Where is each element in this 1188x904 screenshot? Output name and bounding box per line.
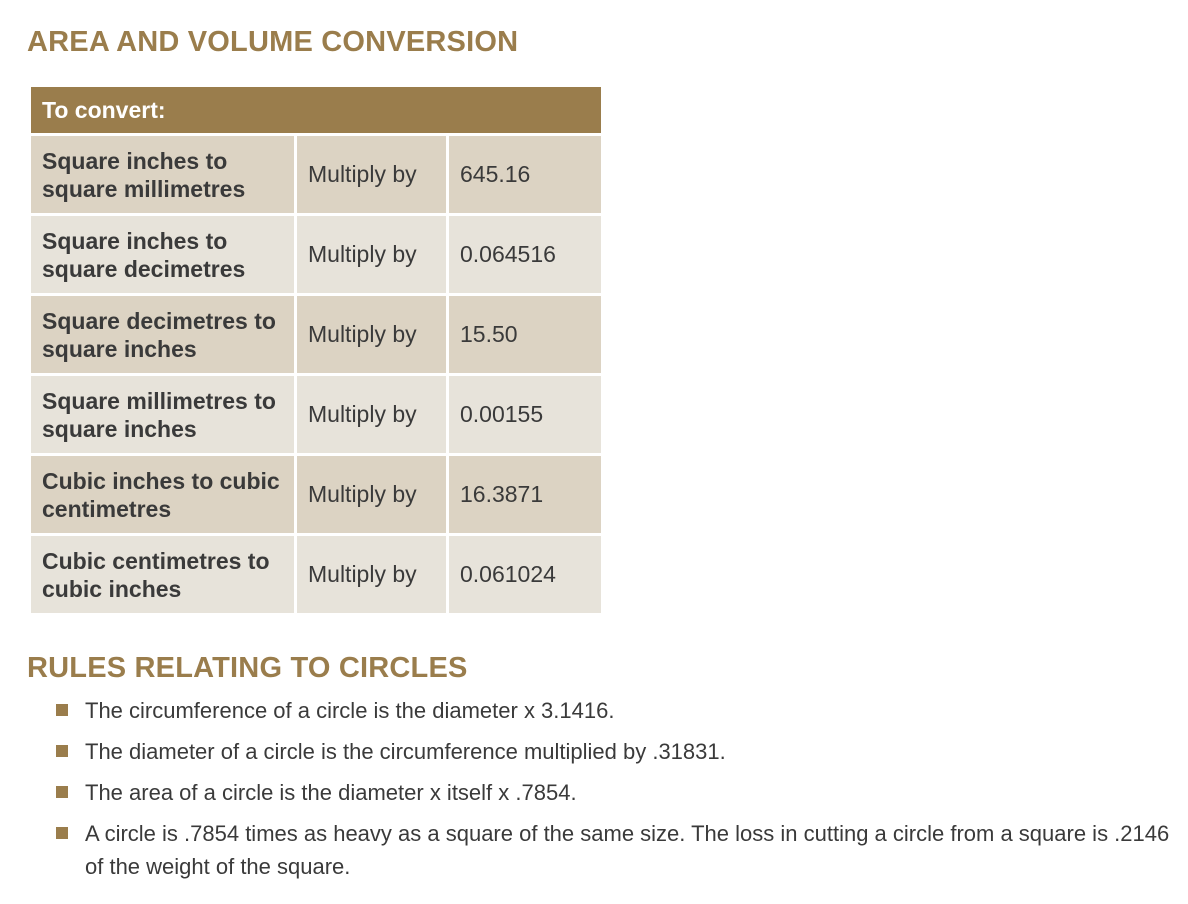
rule-text: A circle is .7854 times as heavy as a square of the same size. The loss in cutting a circle from a square is .2146 of the weight of the square. (85, 821, 1170, 879)
table-row (31, 456, 601, 533)
list-item (56, 735, 1184, 768)
conversion-operation: Multiply by (297, 456, 446, 533)
conversion-label: Square inches to square decimetres (31, 216, 294, 293)
conversion-operation: Multiply by (297, 536, 446, 613)
square-bullet-icon (56, 786, 68, 798)
circles-rules-title: RULES RELATING TO CIRCLES (27, 652, 468, 684)
list-item (56, 694, 1184, 727)
conversion-table (28, 84, 604, 616)
conversion-label: Square millimetres to square inches (31, 376, 294, 453)
area-volume-title: AREA AND VOLUME CONVERSION (27, 26, 519, 58)
conversion-factor: 0.00155 (449, 376, 601, 453)
rule-text: The diameter of a circle is the circumference multiplied by .31831. (85, 739, 726, 764)
conversion-label: Cubic centimetres to cubic inches (31, 536, 294, 613)
conversion-operation: Multiply by (297, 216, 446, 293)
square-bullet-icon (56, 704, 68, 716)
conversion-factor: 0.061024 (449, 536, 601, 613)
conversion-factor: 16.3871 (449, 456, 601, 533)
conversion-label: Square inches to square millimetres (31, 136, 294, 213)
table-row (31, 296, 601, 373)
conversion-factor: 645.16 (449, 136, 601, 213)
conversion-operation: Multiply by (297, 296, 446, 373)
table-row (31, 136, 601, 213)
table-row (31, 216, 601, 293)
rule-text: The circumference of a circle is the diameter x 3.1416. (85, 698, 615, 723)
conversion-label: Cubic inches to cubic centimetres (31, 456, 294, 533)
conversion-factor: 0.064516 (449, 216, 601, 293)
list-item (56, 776, 1184, 809)
conversion-operation: Multiply by (297, 136, 446, 213)
circle-rules-list (56, 694, 1184, 891)
square-bullet-icon (56, 745, 68, 757)
table-header-row (31, 87, 601, 133)
rule-text: The area of a circle is the diameter x itself x .7854. (85, 780, 577, 805)
table-row (31, 376, 601, 453)
conversion-operation: Multiply by (297, 376, 446, 453)
table-header: To convert: (31, 87, 601, 133)
conversion-factor: 15.50 (449, 296, 601, 373)
square-bullet-icon (56, 827, 68, 839)
conversion-label: Square decimetres to square inches (31, 296, 294, 373)
list-item (56, 817, 1184, 883)
table-row (31, 536, 601, 613)
